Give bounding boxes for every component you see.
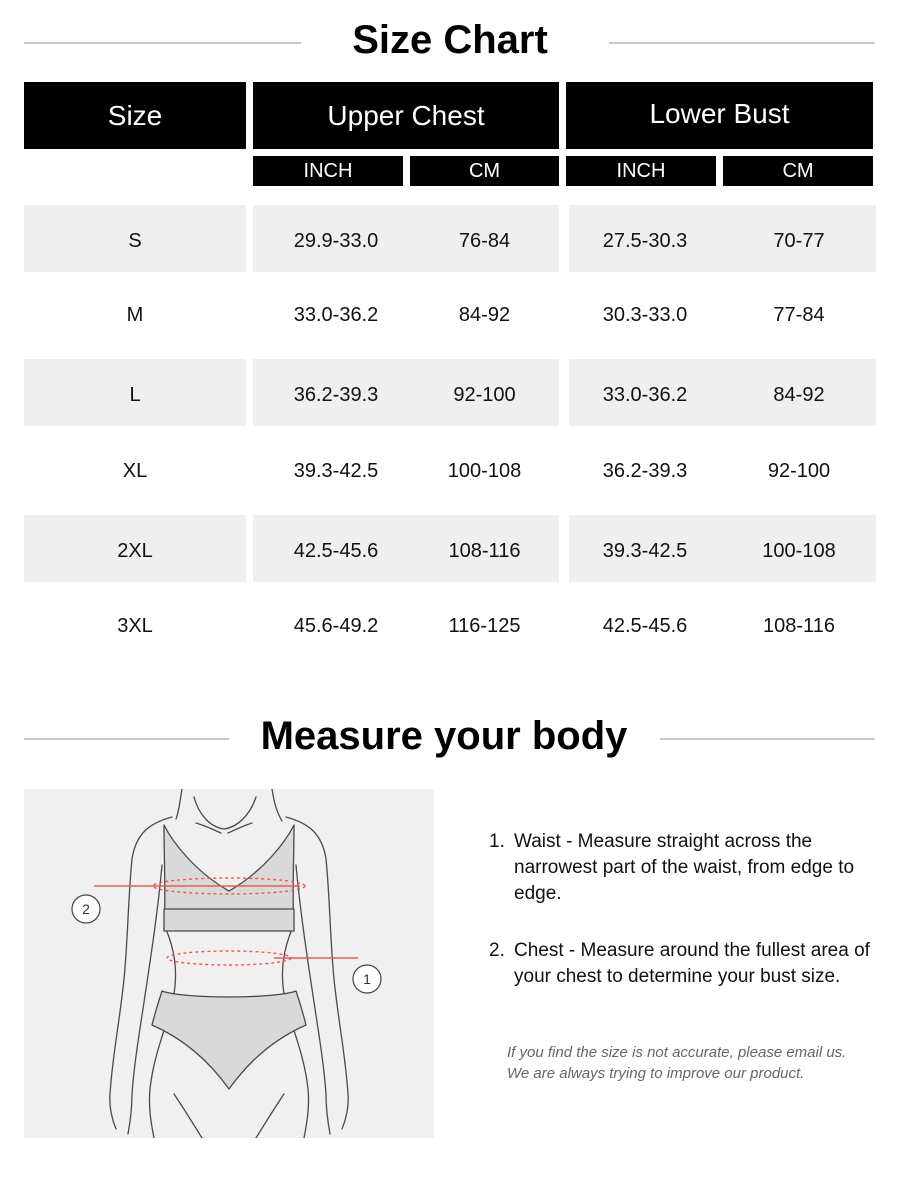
cell-size: 3XL <box>117 615 153 637</box>
marker-waist-label: 1 <box>363 971 371 987</box>
instruction-chest <box>489 938 879 990</box>
instruction-text: Chest - Measure around the fullest area of your chest to determine your bust size. <box>514 940 870 987</box>
marker-chest <box>72 895 100 923</box>
briefs <box>152 991 306 1089</box>
cell-size: L <box>129 384 141 406</box>
cell-upper-cm: 116-125 <box>448 615 521 637</box>
cell-upper-cm: 92-100 <box>453 384 516 406</box>
cell-upper-inch: 45.6-49.2 <box>293 615 379 637</box>
title-rule-right <box>609 42 875 44</box>
cell-lower-cm: 77-84 <box>773 304 825 326</box>
collarbone-right <box>228 823 252 833</box>
cell-upper-inch: 42.5-45.6 <box>293 540 379 562</box>
bra-band <box>164 909 294 931</box>
cell-lower-inch: 36.2-39.3 <box>602 460 688 482</box>
measure-rule-left <box>24 738 229 740</box>
subheader-lower-cm: CM <box>723 156 873 186</box>
cell-upper-inch: 33.0-36.2 <box>293 304 379 326</box>
body-figure-panel <box>24 789 434 1138</box>
subheader-lower-inch: INCH <box>566 156 716 186</box>
header-lower-bust: Lower Bust <box>566 82 873 149</box>
collarbone-left <box>196 823 221 833</box>
cell-upper-inch: 36.2-39.3 <box>293 384 379 406</box>
cell-upper-inch: 39.3-42.5 <box>293 460 379 482</box>
cell-lower-cm: 100-108 <box>762 540 836 562</box>
cell-size: XL <box>122 460 148 482</box>
instruction-waist <box>489 829 879 907</box>
marker-chest-label: 2 <box>82 901 90 917</box>
cell-lower-inch: 30.3-33.0 <box>602 304 688 326</box>
accuracy-note: If you find the size is not accurate, please email us. We are always trying to improve our product. <box>507 1044 847 1082</box>
left-leg-line <box>174 1094 202 1138</box>
cell-lower-cm: 108-116 <box>763 615 835 637</box>
hair-left-line <box>176 789 182 819</box>
cell-lower-cm: 92-100 <box>767 460 831 482</box>
measure-rule-right <box>660 738 875 740</box>
cell-upper-cm: 84-92 <box>458 304 511 326</box>
marker-waist <box>353 965 381 993</box>
cell-upper-cm: 108-116 <box>448 540 521 562</box>
right-inner-arm <box>296 865 330 1134</box>
cell-size: M <box>126 304 144 326</box>
cell-lower-inch: 27.5-30.3 <box>602 230 688 252</box>
header-size: Size <box>24 82 246 149</box>
left-shoulder-arm <box>110 817 172 1129</box>
right-leg-line <box>256 1094 284 1138</box>
neck-outline <box>194 797 256 829</box>
cell-lower-inch: 39.3-42.5 <box>602 540 688 562</box>
instruction-number: 2. <box>489 940 505 961</box>
subheader-upper-inch: INCH <box>253 156 403 186</box>
cell-lower-inch: 33.0-36.2 <box>602 384 688 406</box>
right-shoulder-arm <box>286 817 348 1129</box>
cell-size: S <box>128 230 142 252</box>
measure-title: Measure your body <box>260 714 628 758</box>
title-rule-left <box>24 42 301 44</box>
subheader-upper-cm: CM <box>410 156 559 186</box>
waist-measure-ring <box>167 951 291 965</box>
left-inner-arm <box>128 865 162 1134</box>
body-figure-illustration <box>24 789 434 1138</box>
cell-upper-cm: 76-84 <box>458 230 511 252</box>
instruction-number: 1. <box>489 831 505 852</box>
cell-upper-inch: 29.9-33.0 <box>293 230 379 252</box>
cell-lower-cm: 70-77 <box>773 230 825 252</box>
instruction-text: Waist - Measure straight across the narrowest part of the waist, from edge to edge. <box>514 831 855 904</box>
cell-lower-cm: 84-92 <box>773 384 825 406</box>
size-chart-title: Size Chart <box>352 18 548 62</box>
cell-lower-inch: 42.5-45.6 <box>602 615 688 637</box>
cell-upper-cm: 100-108 <box>447 460 522 482</box>
header-upper-chest: Upper Chest <box>253 82 559 149</box>
hair-right-line <box>272 789 282 821</box>
cell-size: 2XL <box>117 540 153 562</box>
